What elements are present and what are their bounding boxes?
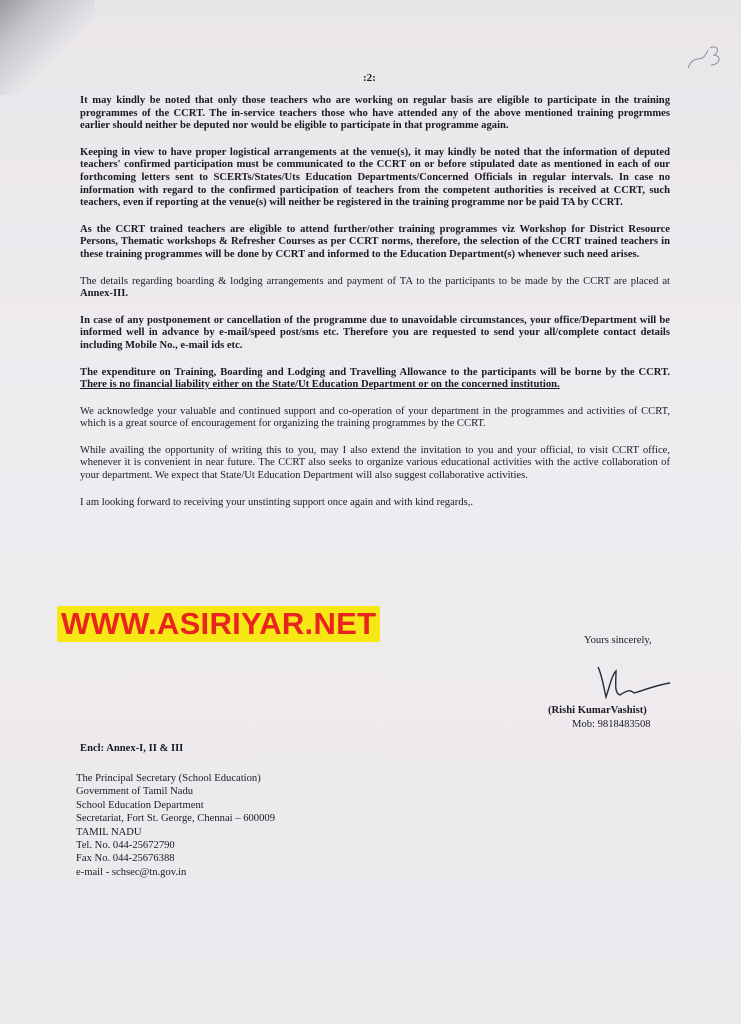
address-line: Tel. No. 044-25672790: [76, 840, 175, 852]
expenditure-text: The expenditure on Training, Boarding and Lodging and Travelling Allowance to the participants will be borne by the CCRT.: [80, 366, 670, 378]
paragraph-regards: I am looking forward to receiving your unstinting support once again and with kind regards,.: [80, 496, 474, 508]
paragraph-eligibility: It may kindly be noted that only those teachers who are working on regular basis are eligible to participate in the training programmes of the CCRT. The in-service teachers those who have attended any of the above mentioned training progrmmes earlier should neither be deputed nor would be eligible to participate in that programme again.: [80, 95, 670, 132]
paragraph-trained-teachers: As the CCRT trained teachers are eligible to attend further/other training programmes viz Workshop for District Resource Persons, Thematic workshops & Refresher Courses as per CCRT norms, therefore, the selection of the CCRT trained teachers in these training programmes will be done by CCRT and informed to the Education Department(s) whenever such need arises.: [80, 223, 670, 260]
address-line: Fax No. 044-25676388: [76, 853, 175, 865]
scan-shadow: [0, 0, 95, 95]
watermark-banner: WWW.ASIRIYAR.NET: [57, 606, 380, 642]
address-line: School Education Department: [76, 799, 204, 811]
signer-mobile: Mob: 9818483508: [572, 719, 651, 730]
signer-name: (Rishi KumarVashist): [548, 705, 647, 716]
address-line: Secretariat, Fort St. George, Chennai – 600009: [76, 813, 275, 825]
liability-note: There is no financial liability either on the State/Ut Education Department or on the concerned institution.: [80, 379, 560, 391]
address-line: The Principal Secretary (School Education): [76, 773, 261, 784]
recipient-address: [76, 772, 275, 879]
paragraph-expenditure: [80, 367, 670, 392]
address-line: TAMIL NADU: [76, 826, 142, 838]
paragraph-invitation: While availing the opportunity of writing this to you, may I also extend the invitation to you and your official, to visit CCRT office, whenever it is convenient in near future. The CCRT also seeks to organize various educational activities with the active collaboration of your department. We expect that State/Ut Education Department will also suggest collaborative activities.: [80, 444, 670, 482]
paragraph-acknowledgement: We acknowledge your valuable and continued support and co-operation of your department in the programmes and activities of CCRT, which is a great source of encouragement for organizing the training programmes by the CCRT.: [80, 405, 670, 430]
paragraph-boarding: [80, 276, 670, 301]
enclosures: Encl: Annex-I, II & III: [80, 743, 184, 754]
page-number: :2:: [363, 72, 376, 84]
paragraph-logistics: Keeping in view to have proper logistical arrangements at the venue(s), it may kindly be noted that the information of deputed teachers' confirmed participation must be communicated to the CCRT on or before stipulated date as mentioned in each of our forthcoming letters sent to SCERTs/States/Uts Education Departments/Concerned Officials in regular intervals. In case no information with regard to the confirmed participation of teachers from the competent authorities is received at CCRT, such teachers, even if reporting at the venue(s) will neither be registered in the training programme nor be paid TA by CCRT.: [80, 146, 670, 209]
closing-salutation: Yours sincerely,: [584, 635, 652, 646]
handwritten-corner-mark: [680, 40, 730, 75]
address-line: e-mail - schsec@tn.gov.in: [76, 866, 187, 878]
letter-body: [80, 95, 670, 523]
boarding-text: The details regarding boarding & lodging arrangements and payment of TA to the participants to be made by the CCRT are placed at: [80, 275, 670, 287]
paragraph-postponement: In case of any postponement or cancellation of the programme due to unavoidable circumstances, your office/Department will be informed well in advance by e-mail/speed post/sms etc. Therefore you are requested to send your all/complete contact details including Mobile No., e-mail ids etc.: [80, 314, 670, 351]
signature-image: [590, 655, 680, 710]
address-line: Government of Tamil Nadu: [76, 786, 194, 798]
annex-reference: Annex-III.: [80, 288, 128, 300]
